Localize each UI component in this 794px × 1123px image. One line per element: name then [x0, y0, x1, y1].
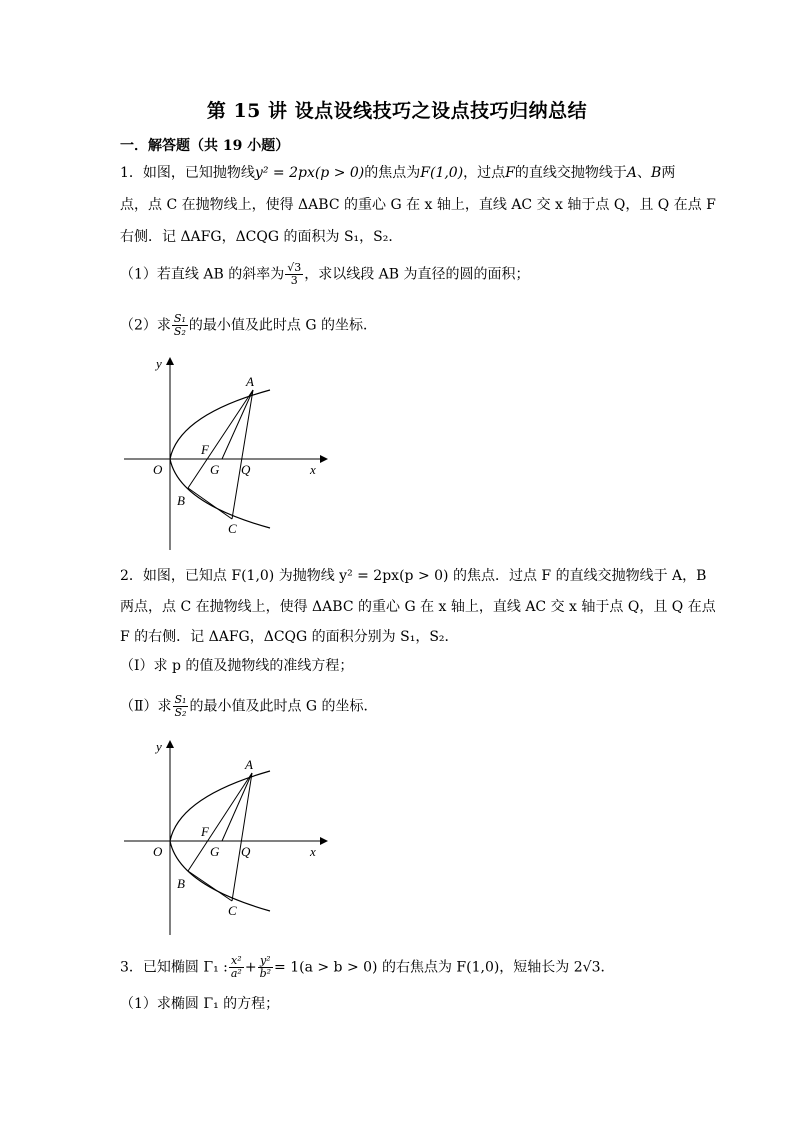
- figure-2-parabola: [120, 735, 330, 940]
- label-F: F: [201, 442, 209, 457]
- problem-2-line-3: F 的右侧．记 ΔAFG，ΔCQG 的面积分别为 S₁，S₂．: [120, 629, 459, 645]
- label-x: x: [310, 462, 316, 477]
- figure-1-parabola: [120, 350, 330, 555]
- problem-2-question-2: （Ⅱ）求 $\frac{\text{S₁}}{\text{S₂}}$ 的最小值及此时点 G 的坐标．: [120, 693, 378, 719]
- fraction-s1-over-s2: $\frac{\text{S₁}}{\text{S₂}}$: [173, 312, 186, 338]
- problem-1-line-2: 点，点 C 在抛物线上，使得 ΔABC 的重心 G 在 x 轴上，直线 AC 交 x 轴于点 Q，且 Q 在点 F: [120, 197, 716, 213]
- fraction-s1-over-s2: $\frac{\text{S₁}}{\text{S₂}}$: [174, 693, 187, 719]
- problem-3-line-1: 3．已知椭圆 Γ₁ : $\frac{\text{x²}}{\text{a²}}$ + $\frac{\text{y²}}{\text{b²}}$ = 1(a > b > 0) 的右焦点为 F(1,0)，短轴长为 2√3．: [120, 954, 615, 980]
- label-Q: Q: [241, 844, 251, 859]
- label-G: G: [210, 462, 220, 477]
- label-C: C: [228, 521, 237, 536]
- label-C: C: [228, 903, 237, 918]
- label-A: A: [245, 757, 253, 772]
- problem-1-question-1: （1）若直线 AB 的斜率为 $\frac{√3}{3}$ ，求以线段 AB 为直径的圆的面积；: [120, 261, 530, 287]
- label-x: x: [310, 844, 316, 859]
- problem-1-question-2: （2）求 $\frac{\text{S₁}}{\text{S₂}}$ 的最小值及此时点 G 的坐标．: [120, 312, 377, 338]
- label-O: O: [153, 844, 163, 859]
- label-G: G: [210, 844, 220, 859]
- problem-2-line-2: 两点，点 C 在抛物线上，使得 ΔABC 的重心 G 在 x 轴上，直线 AC 交 x 轴于点 Q，且 Q 在点: [120, 599, 716, 615]
- label-y: y: [156, 356, 162, 371]
- problem-2-line-1: 2．如图，已知点 F(1,0) 为抛物线 y² = 2px(p > 0) 的焦点．过点 F 的直线交抛物线于 A，B: [120, 568, 707, 584]
- problem-1-line-1: 1．如图，已知抛物线y² = 2px(p > 0)的焦点为F(1,0)，过点F的直线交抛物线于A、B两: [120, 165, 676, 181]
- label-y: y: [156, 739, 162, 754]
- label-F: F: [201, 824, 209, 839]
- label-A: A: [246, 374, 254, 389]
- page-title: 第 15 讲 设点设线技巧之设点技巧归纳总结: [206, 100, 588, 122]
- section-heading: 一．解答题（共 19 小题）: [120, 138, 290, 154]
- label-B: B: [177, 493, 185, 508]
- problem-2-question-1: （Ⅰ）求 p 的值及抛物线的准线方程；: [120, 658, 354, 674]
- label-O: O: [153, 462, 163, 477]
- label-Q: Q: [241, 462, 251, 477]
- problem-1-line-3: 右侧．记 ΔAFG，ΔCQG 的面积为 S₁，S₂．: [120, 229, 403, 245]
- problem-3-question-1: （1）求椭圆 Γ₁ 的方程；: [120, 996, 280, 1012]
- label-B: B: [177, 876, 185, 891]
- fraction-sqrt3-over-3: $\frac{√3}{3}$: [287, 261, 302, 287]
